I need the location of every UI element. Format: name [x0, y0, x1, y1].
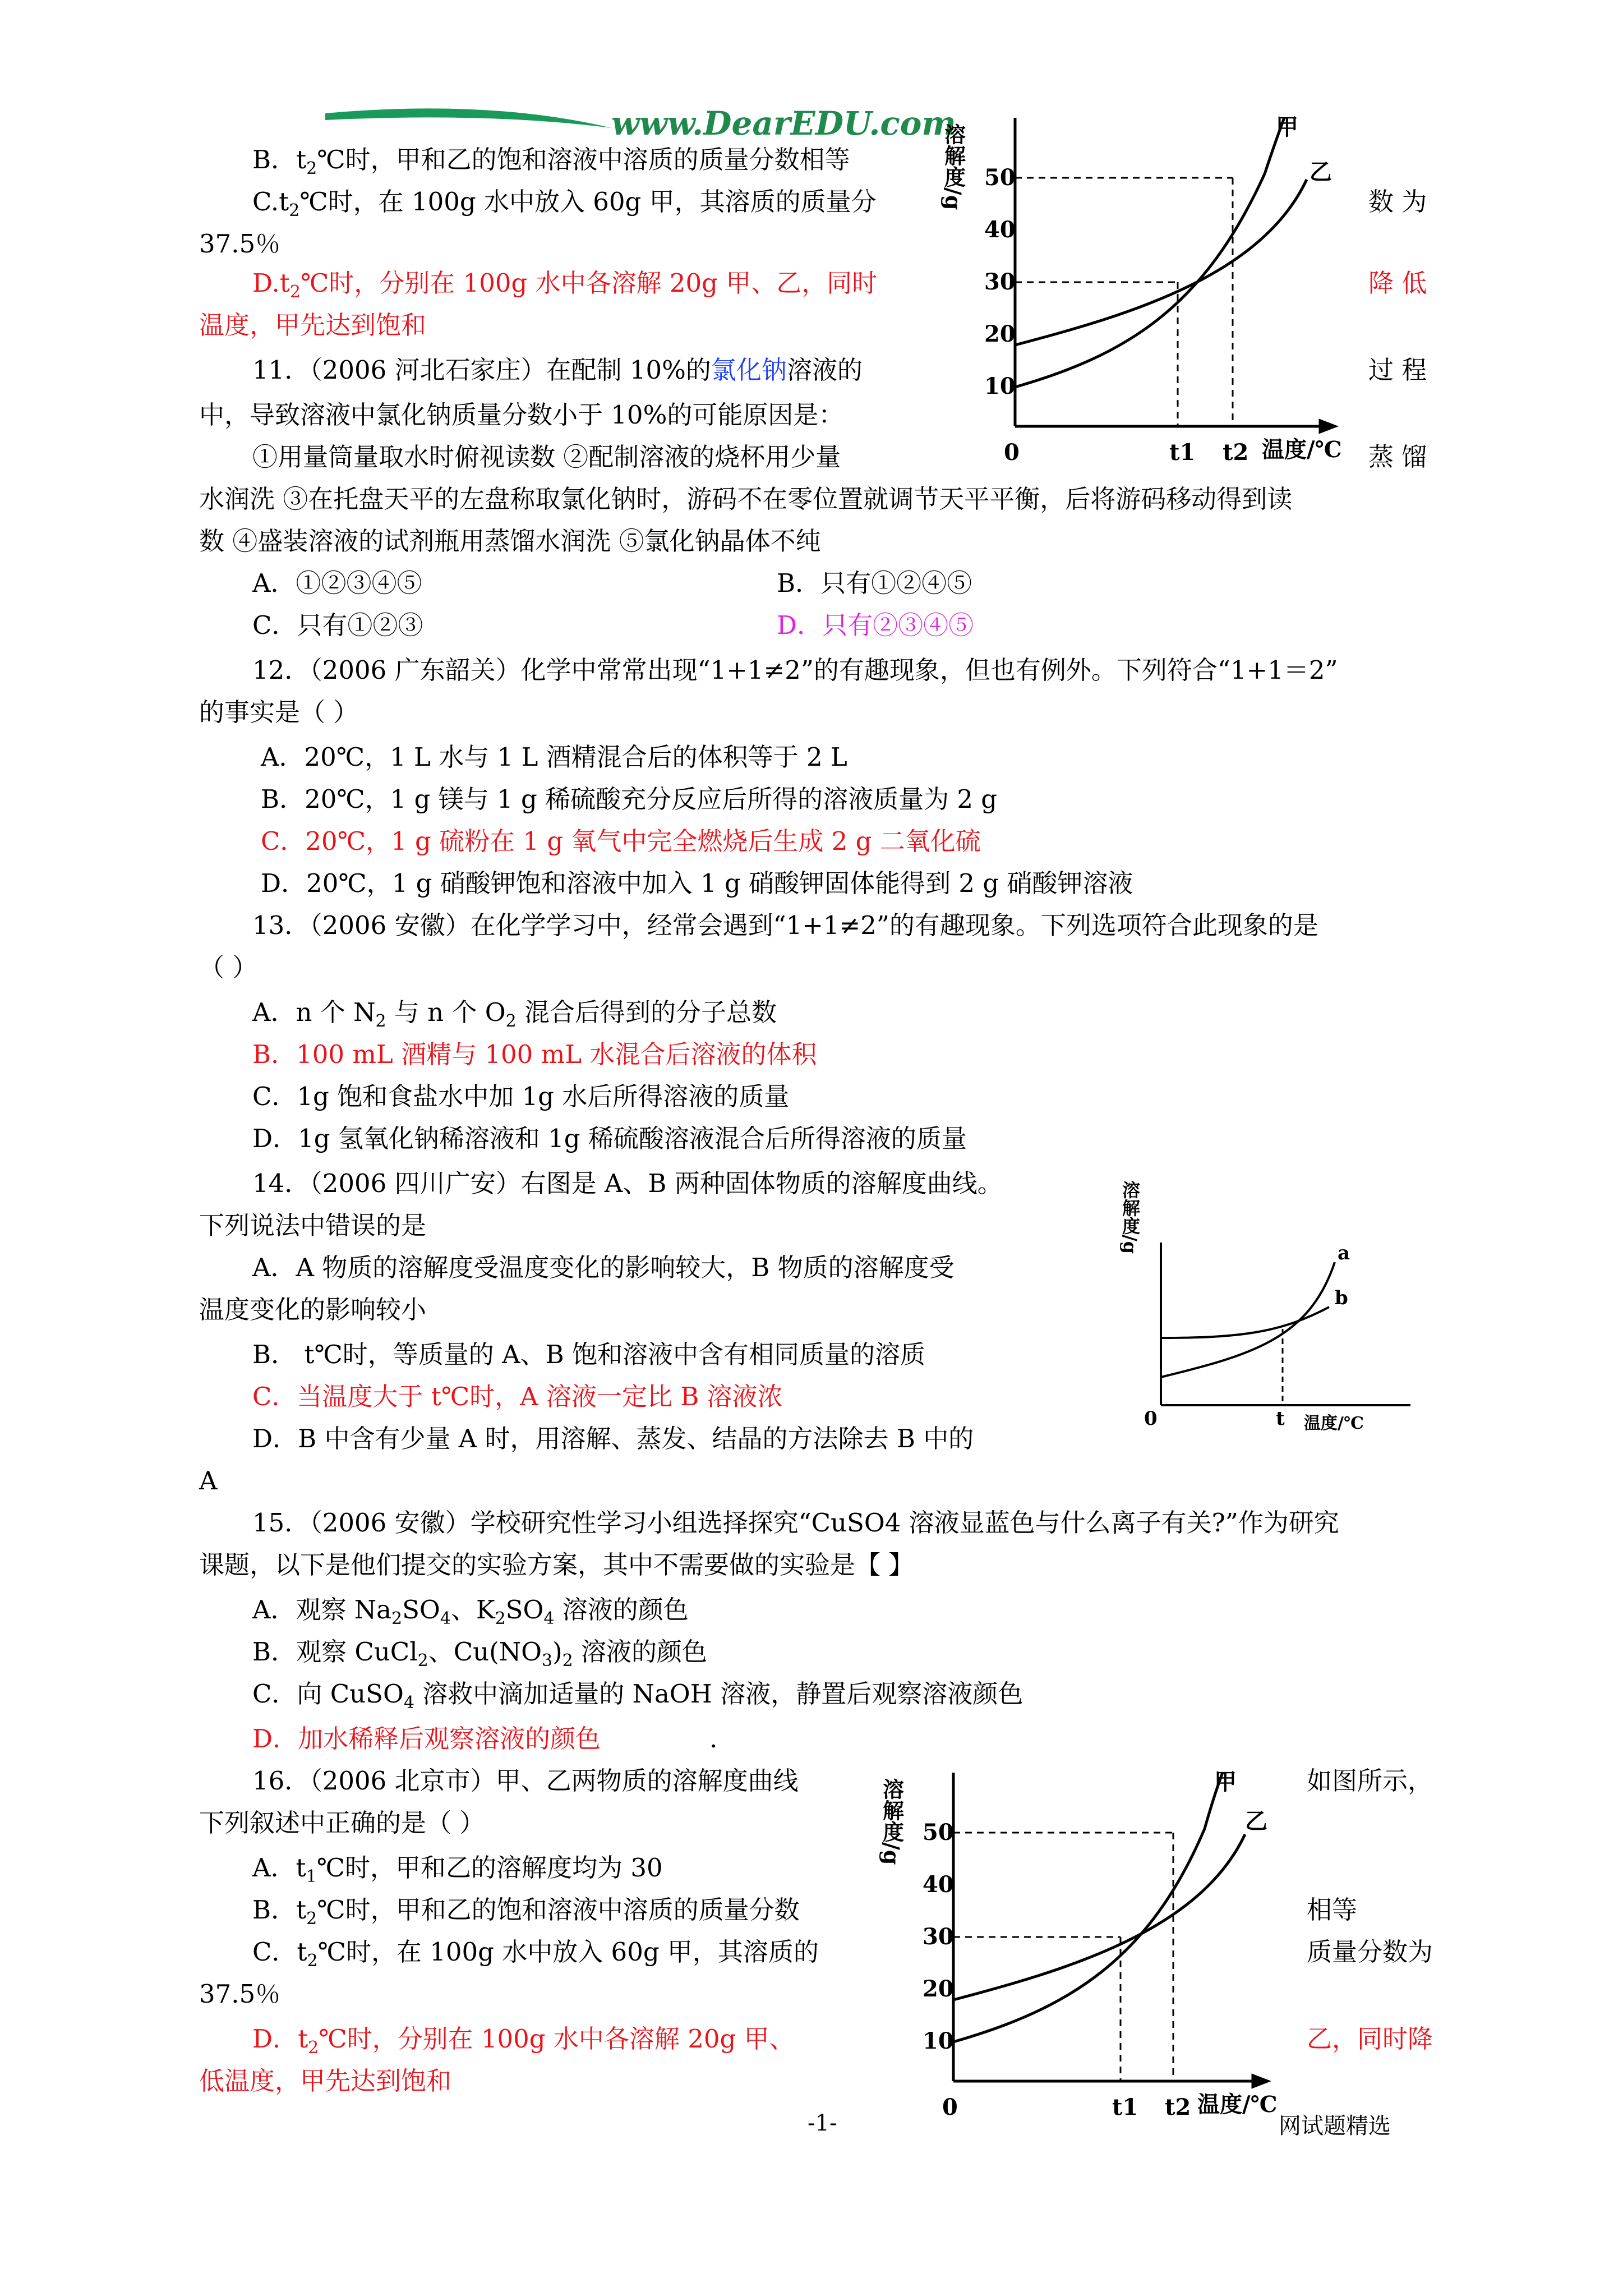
x-tick-t2: t2: [1165, 2094, 1191, 2120]
y-label-1: 溶解度/g: [940, 123, 966, 210]
q11-option-d: D．只有②③④⑤: [777, 610, 974, 640]
q16-option-d-cont: 低温度，甲先达到饱和: [199, 2066, 452, 2096]
x-tick-t1: t1: [1112, 2094, 1138, 2120]
x-axis-arrow-icon: [1253, 2076, 1267, 2087]
page-number: -1-: [808, 2110, 837, 2136]
q11-stem-right: 过 程: [1368, 355, 1427, 385]
series-label-yi: 乙: [1310, 159, 1332, 185]
y-tick-30: 30: [984, 269, 1016, 295]
curve-yi: [1015, 180, 1307, 345]
q11-statements-right: 蒸 馏: [1368, 442, 1427, 472]
q16-stem-right: 如图所示，: [1307, 1766, 1433, 1796]
x-tick-0: 0: [1144, 1407, 1158, 1430]
series-label-jia: 甲: [1276, 114, 1298, 140]
y-tick-50: 50: [923, 1819, 954, 1846]
q12-option-d: D．20℃，1 g 硝酸钾饱和溶液中加入 1 g 硝酸钾固体能得到 2 g 硝酸钾溶液: [261, 868, 1133, 898]
y-tick-40: 40: [984, 217, 1016, 243]
q15-option-b: B．观察 CuCl$_2$、$Cu(NO_3)_2$ 溶液的颜色: [252, 1637, 708, 1671]
q10-option-c-right: 数 为: [1368, 187, 1427, 217]
x-axis-arrow-icon: [1320, 421, 1335, 432]
logo-text: www.DearEDU.com: [611, 104, 956, 142]
series-label-yi: 乙: [1245, 1808, 1267, 1834]
x-tick-t2: t2: [1223, 439, 1249, 466]
q14-option-b: B． t℃时，等质量的 A、B 饱和溶液中含有相同质量的溶质: [252, 1340, 925, 1369]
q12-option-a: A．20℃，1 L 水与 1 L 酒精混合后的体积等于 2 L: [261, 742, 847, 772]
q10-option-d: $D.t_2℃$时，分别在 100g 水中各溶解 20g 甲、乙，同时: [252, 268, 878, 302]
q10-option-b: B．$t_2℃$时，甲和乙的饱和溶液中溶质的质量分数相等: [252, 145, 850, 178]
curve-b: [1161, 1307, 1329, 1338]
q10-option-c-cont: 37.5％: [199, 229, 281, 259]
q13-option-c: C．1g 饱和食盐水中加 1g 水后所得溶液的质量: [252, 1082, 790, 1111]
x-tick-t1: t1: [1169, 439, 1196, 466]
q15-stem: 15．（2006 安徽）学校研究性学习小组选择探究“CuSO4 溶液显蓝色与什么离子有关?”作为研究: [252, 1508, 1339, 1538]
footer-note: 网试题精选: [1279, 2113, 1391, 2139]
y-tick-10: 10: [984, 373, 1016, 399]
y-tick-10: 10: [923, 2028, 954, 2054]
q16-option-a: A．$t_1℃$时，甲和乙的溶解度均为 30: [252, 1853, 663, 1887]
q13-option-a: A．n 个 $N_2$ 与 n 个 $O_2$ 混合后得到的分子总数: [252, 997, 777, 1031]
q15-stem-cont: 课题，以下是他们提交的实验方案，其中不需要做的实验是【 】: [199, 1550, 914, 1580]
q16-option-d-right: 乙，同时降: [1307, 2024, 1433, 2054]
q15-option-a: A．观察 $Na_2SO_4$、$K_2SO_4$ 溶液的颜色: [252, 1595, 689, 1628]
q11-option-a: A．①②③④⑤: [252, 568, 422, 598]
q10-option-d-cont: 温度，甲先达到饱和: [199, 310, 427, 340]
q14-option-a-cont: 温度变化的影响较小: [199, 1295, 427, 1324]
y-tick-30: 30: [923, 1924, 954, 1950]
q10-option-d-right: 降 低: [1368, 268, 1427, 298]
q12-stem-cont: 的事实是（ ）: [199, 697, 359, 727]
q12-option-b: B．20℃，1 g 镁与 1 g 稀硫酸充分反应后所得的溶液质量为 2 g: [261, 784, 998, 814]
q13-stem-cont: （ ）: [199, 953, 258, 982]
q16-option-c: C．$t_2℃$时，在 100g 水中放入 60g 甲，其溶质的: [252, 1937, 819, 1971]
solubility-chart-3: [879, 1745, 1290, 2132]
q16-stem-cont: 下列叙述中正确的是（ ）: [199, 1808, 485, 1838]
q14-option-d-cont: A: [199, 1466, 218, 1496]
solubility-chart-1: [940, 90, 1363, 482]
q16-option-d: D．$t_2℃$时，分别在 100g 水中各溶解 20g 甲、: [252, 2024, 795, 2058]
x-label-2: 温度/℃: [1304, 1414, 1364, 1433]
q11-stem: 11．（2006 河北石家庄）在配制 10%的氯化钠溶液的: [252, 355, 863, 385]
q16-option-c-right: 质量分数为: [1307, 1937, 1433, 1967]
curve-a: [1161, 1262, 1335, 1377]
logo-swoosh-icon: [325, 108, 611, 128]
q12-stem: 12．（2006 广东韶关）化学中常常出现“1+1≠2”的有趣现象，但也有例外。下列符合“1+1＝2”: [252, 655, 1338, 685]
q11-statements: ①用量筒量取水时俯视读数 ②配制溶液的烧杯用少量: [252, 442, 841, 472]
q15-option-d: D．加水稀释后观察溶液的颜色: [252, 1724, 601, 1754]
q12-option-c: C．20℃，1 g 硫粉在 1 g 氧气中完全燃烧后生成 2 g 二氧化硫: [261, 826, 981, 856]
series-label-b: b: [1335, 1287, 1348, 1309]
q10-option-c: $C.t_2℃$时，在 100g 水中放入 60g 甲，其溶质的质量分: [252, 187, 877, 220]
y-label-2: 溶解度/g: [1119, 1181, 1141, 1254]
x-label-1: 温度/℃: [1262, 436, 1342, 463]
q14-option-d: D．B 中含有少量 A 时，用溶解、蒸发、结晶的方法除去 B 中的: [252, 1424, 974, 1453]
q13-option-d: D．1g 氢氧化钠稀溶液和 1g 稀硫酸溶液混合后所得溶液的质量: [252, 1124, 967, 1153]
x-tick-t: t: [1276, 1407, 1285, 1430]
q13-stem: 13．（2006 安徽）在化学学习中，经常会遇到“1+1≠2”的有趣现象。下列选项符合此现象的是: [252, 910, 1318, 940]
q11-option-b: B．只有①②④⑤: [777, 568, 972, 598]
x-label-3: 温度/℃: [1197, 2091, 1278, 2118]
q11-stem-cont: 中，导致溶液中氯化钠质量分数小于 10%的可能原因是：: [199, 400, 844, 430]
q13-option-b: B．100 mL 酒精与 100 mL 水混合后溶液的体积: [252, 1039, 817, 1069]
q14-stem-cont: 下列说法中错误的是: [199, 1211, 427, 1240]
nacl-link[interactable]: 氯化钠: [711, 355, 787, 385]
x-tick-0: 0: [942, 2094, 958, 2120]
q15-option-c: C．向 CuSO$_4$ 溶救中滴加适量的 NaOH 溶液，静置后观察溶液颜色: [252, 1679, 1023, 1713]
q14-option-c: C．当温度大于 t℃时，A 溶液一定比 B 溶液浓: [252, 1382, 783, 1411]
y-tick-20: 20: [984, 321, 1016, 347]
q11-statements-cont: 水润洗 ③在托盘天平的左盘称取氯化钠时，游码不在零位置就调节天平平衡，后将游码移动得到读: [199, 484, 1293, 514]
q16-stem: 16．（2006 北京市）甲、乙两物质的溶解度曲线: [252, 1766, 799, 1796]
x-tick-0: 0: [1004, 439, 1020, 466]
q11-statements-end: 数 ④盛装溶液的试剂瓶用蒸馏水润洗 ⑤氯化钠晶体不纯: [199, 526, 821, 556]
q16-option-b: B．$t_2℃$时，甲和乙的饱和溶液中溶质的质量分数: [252, 1895, 800, 1929]
y-tick-40: 40: [923, 1871, 954, 1898]
y-label-3: 溶解度/g: [879, 1778, 905, 1865]
q16-option-c-cont: 37.5％: [199, 1979, 281, 2009]
q14-option-a: A．A 物质的溶解度受温度变化的影响较大，B 物质的溶解度受: [252, 1253, 955, 1282]
q11-option-c: C．只有①②③: [252, 610, 423, 640]
q16-option-b-right: 相等: [1307, 1895, 1358, 1925]
solubility-chart-2: [1113, 1170, 1438, 1450]
series-label-a: a: [1338, 1242, 1350, 1264]
y-tick-20: 20: [923, 1976, 954, 2002]
y-tick-50: 50: [984, 164, 1016, 191]
series-label-jia: 甲: [1214, 1769, 1237, 1795]
q14-stem: 14．（2006 四川广安）右图是 A、B 两种固体物质的溶解度曲线。: [252, 1168, 1003, 1198]
q15-option-d-dot: .: [709, 1724, 718, 1754]
